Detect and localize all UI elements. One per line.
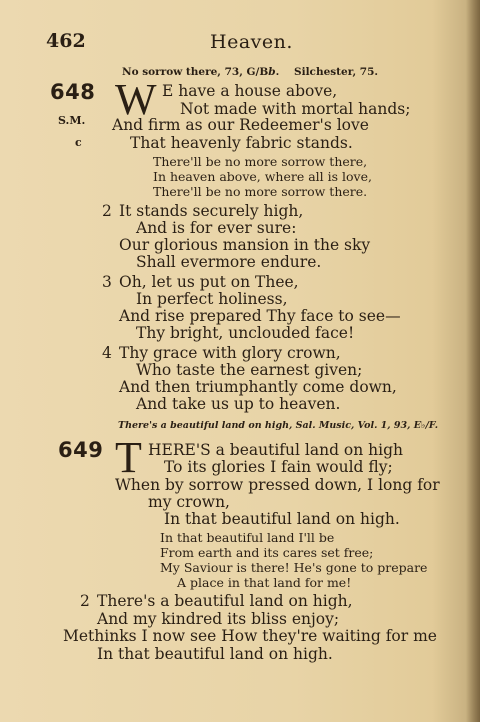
chorus-649-1: In that beautiful land I'll be <box>160 530 335 545</box>
dropcap-648: W <box>115 75 157 124</box>
verse-648-4-line-4: And take us up to heaven. <box>136 395 341 413</box>
page-edge-shadow <box>466 0 480 722</box>
verse-648-4-line-2: Who taste the earnest given; <box>136 361 363 379</box>
line-648-4: That heavenly fabric stands. <box>130 134 353 152</box>
verse-649-2-line-4: In that beautiful land on high. <box>97 645 333 663</box>
tune-line-649: There's a beautiful land on high, Sal. Music, Vol. 1, 93, E♭/F. <box>118 420 439 431</box>
verse-number-648-3: 3 <box>102 273 112 291</box>
chorus-648-2: In heaven above, where all is love, <box>153 169 372 184</box>
mark-648: c <box>75 136 82 149</box>
verse-number-648-2: 2 <box>102 202 112 220</box>
page-number: 462 <box>46 30 86 52</box>
tune-name-648: No sorrow there, 73, G/B <box>122 66 269 78</box>
hymn-number-648: 648 <box>50 80 96 104</box>
verse-648-3-line-3: And rise prepared Thy face to see— <box>119 307 401 325</box>
chorus-649-3: My Saviour is there! He's gone to prepare <box>160 560 428 575</box>
verse-648-2-line-1: It stands securely high, <box>119 202 304 220</box>
chorus-649-4: A place in that land for me! <box>177 575 352 590</box>
verse-648-2-line-4: Shall evermore endure. <box>136 253 322 271</box>
verse-number-649-2: 2 <box>80 592 90 610</box>
line-648-3: And firm as our Redeemer's love <box>112 116 369 134</box>
verse-648-4-line-3: And then triumphantly come down, <box>119 378 397 396</box>
verse-648-4-line-1: Thy grace with glory crown, <box>119 344 341 362</box>
tune-flat-648: b <box>268 66 276 78</box>
chorus-649-2: From earth and its cares set free; <box>160 545 374 560</box>
verse-number-648-4: 4 <box>102 344 112 362</box>
verse-648-3-line-1: Oh, let us put on Thee, <box>119 273 299 291</box>
verse-648-3-line-2: In perfect holiness, <box>136 290 288 308</box>
line-649-5: In that beautiful land on high. <box>164 510 400 528</box>
verse-649-2-line-2: And my kindred its bliss enjoy; <box>97 610 340 628</box>
line-648-2: Not made with mortal hands; <box>180 100 411 118</box>
chorus-648-1: There'll be no more sorrow there, <box>153 154 368 169</box>
hymn-number-649: 649 <box>58 438 104 462</box>
tune-name-right-648: Silchester, 75. <box>294 66 379 78</box>
verse-649-2-line-1: There's a beautiful land on high, <box>97 592 353 610</box>
verse-649-2-line-3: Methinks I now see How they're waiting for me <box>63 627 437 645</box>
line-649-4: my crown, <box>148 493 230 511</box>
verse-648-2-line-3: Our glorious mansion in the sky <box>119 236 371 254</box>
verse-648-2-line-2: And is for ever sure: <box>136 219 297 237</box>
meter-648: S.M. <box>58 114 86 127</box>
line-649-1: HERE'S a beautiful land on high <box>148 441 404 459</box>
line-649-3: When by sorrow pressed down, I long for <box>115 476 440 494</box>
verse-648-3-line-4: Thy bright, unclouded face! <box>136 324 355 342</box>
section-heading: Heaven. <box>210 31 293 53</box>
tune-line-648: No sorrow there, 73, G/Bb. <box>122 66 280 78</box>
line-648-1: E have a house above, <box>162 82 338 100</box>
dropcap-649: T <box>115 433 142 482</box>
chorus-648-3: There'll be no more sorrow there. <box>153 184 368 199</box>
line-649-2: To its glories I fain would fly; <box>164 458 393 476</box>
